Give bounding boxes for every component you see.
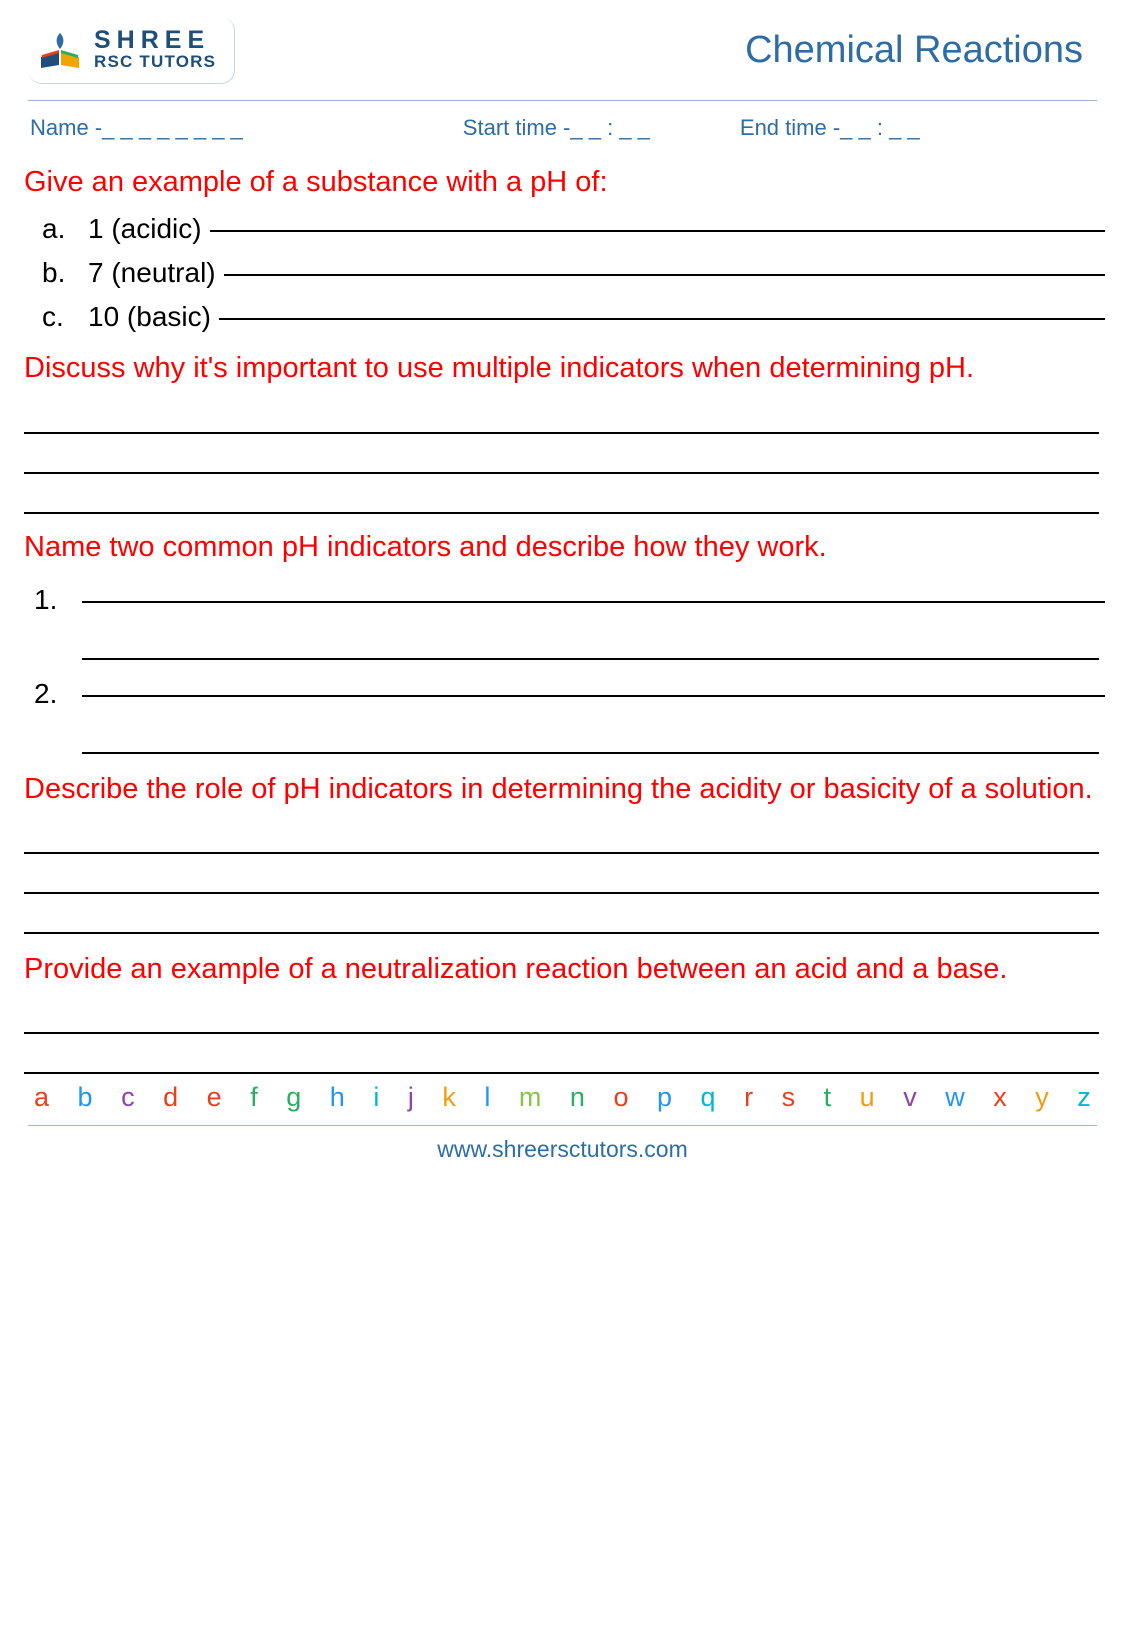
answer-line[interactable]: [24, 894, 1099, 934]
item-marker: 2.: [34, 677, 58, 709]
alphabet-letter: p: [657, 1082, 673, 1113]
logo-subtitle: RSC TUTORS: [94, 52, 217, 72]
alphabet-strip: [20, 1074, 1105, 1119]
alphabet-letter: x: [993, 1082, 1007, 1113]
item-marker: c.: [42, 301, 64, 333]
answer-area-2: [24, 394, 1099, 514]
alphabet-letter: s: [781, 1082, 796, 1113]
alphabet-letter: e: [206, 1082, 222, 1113]
alphabet-letter: k: [442, 1082, 456, 1113]
answer-line[interactable]: [82, 622, 1099, 660]
item-marker: 1.: [34, 583, 58, 615]
student-meta-row: [20, 101, 1105, 147]
logo-title: SHREE: [94, 25, 211, 54]
name-label: Name -: [30, 115, 103, 140]
alphabet-letter: c: [121, 1082, 135, 1113]
question-prompt-2: Discuss why it's important to use multiple indicators when determining pH.: [24, 352, 975, 385]
alphabet-letter: u: [859, 1082, 875, 1113]
alphabet-letter: t: [823, 1082, 832, 1113]
answer-blank[interactable]: [82, 601, 1105, 603]
logo: [28, 17, 235, 84]
alphabet-letter: m: [518, 1082, 542, 1113]
question-1-item-a: [42, 213, 1105, 245]
answer-line[interactable]: [24, 474, 1099, 514]
alphabet-letter: l: [484, 1082, 491, 1113]
end-time-blank[interactable]: _ _ : _ _: [840, 115, 920, 140]
logo-text: [94, 27, 216, 72]
alphabet-letter: g: [286, 1082, 302, 1113]
answer-blank[interactable]: [210, 230, 1105, 232]
alphabet-letter: b: [77, 1082, 93, 1113]
answer-line[interactable]: [24, 814, 1099, 854]
book-logo-icon: [38, 27, 84, 73]
answer-line[interactable]: [24, 994, 1099, 1034]
answer-line[interactable]: [24, 434, 1099, 474]
answer-area-4: [24, 814, 1099, 934]
alphabet-letter: h: [329, 1082, 345, 1113]
question-prompt-4: Describe the role of pH indicators in determining the acidity or basicity of a solution.: [24, 772, 1093, 805]
page-title: Chemical Reactions: [745, 28, 1083, 71]
item-label: 7 (neutral): [88, 257, 216, 289]
answer-blank[interactable]: [82, 695, 1105, 697]
question-prompt-5: Provide an example of a neutralization reaction between an acid and a base.: [24, 953, 1008, 986]
answer-line[interactable]: [24, 854, 1099, 894]
alphabet-letter: f: [250, 1082, 258, 1113]
end-time-label: End time -: [739, 115, 841, 140]
alphabet-letter: i: [373, 1082, 380, 1113]
alphabet-letter: v: [903, 1082, 917, 1113]
answer-line[interactable]: [24, 1034, 1099, 1074]
alphabet-letter: r: [744, 1082, 754, 1113]
item-marker: a.: [42, 213, 66, 245]
alphabet-letter: a: [34, 1082, 50, 1113]
answer-line[interactable]: [24, 394, 1099, 434]
answer-blank[interactable]: [219, 318, 1105, 320]
alphabet-letter: d: [163, 1082, 179, 1113]
alphabet-letter: j: [407, 1082, 414, 1113]
question-3-item-1: [34, 584, 1105, 616]
answer-area-3b: [82, 716, 1099, 754]
answer-line[interactable]: [82, 716, 1099, 754]
website-link[interactable]: www.shreersctutors.com: [437, 1136, 688, 1163]
answer-blank[interactable]: [224, 274, 1105, 276]
alphabet-letter: n: [569, 1082, 585, 1113]
start-time-label: Start time -: [462, 115, 571, 140]
alphabet-letter: q: [700, 1082, 716, 1113]
question-1-item-c: [42, 301, 1105, 333]
question-1-item-b: [42, 257, 1105, 289]
item-label: 10 (basic): [88, 301, 211, 333]
alphabet-letter: o: [613, 1082, 629, 1113]
answer-area-5: [24, 994, 1099, 1074]
alphabet-letter: z: [1077, 1082, 1091, 1113]
alphabet-letter: y: [1035, 1082, 1049, 1113]
question-prompt-1: Give an example of a substance with a pH of:: [24, 166, 608, 198]
item-label: 1 (acidic): [88, 213, 202, 245]
name-blank[interactable]: _ _ _ _ _ _ _ _: [102, 115, 243, 140]
start-time-blank[interactable]: _ _ : _ _: [570, 115, 650, 140]
item-marker: b.: [42, 257, 66, 289]
alphabet-letter: w: [945, 1082, 965, 1113]
question-3-item-2: [34, 678, 1105, 710]
answer-area-3a: [82, 622, 1099, 660]
question-prompt-3: Name two common pH indicators and describe how they work.: [24, 530, 827, 563]
page-header: [20, 0, 1105, 100]
